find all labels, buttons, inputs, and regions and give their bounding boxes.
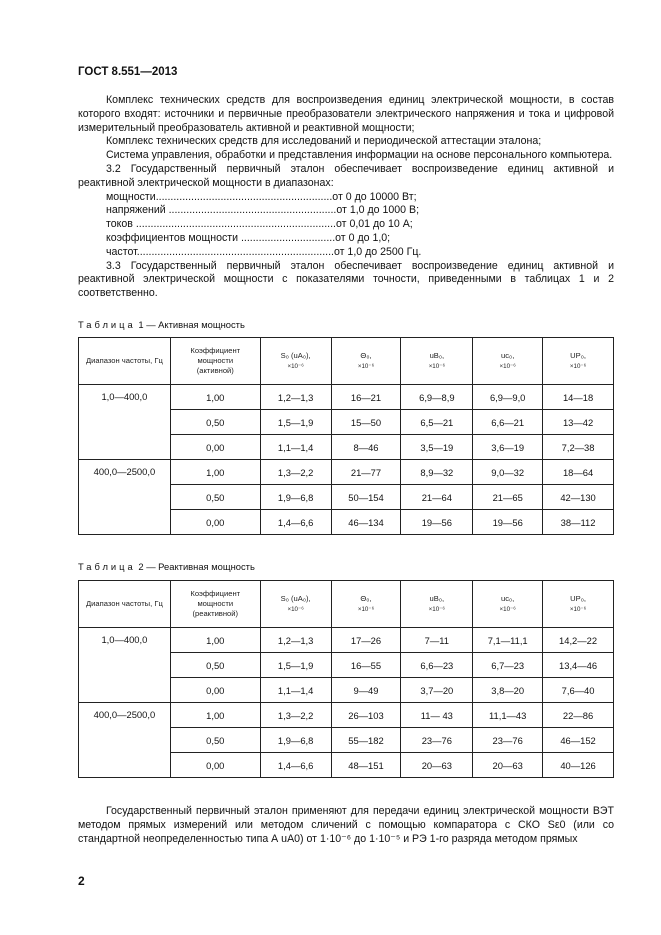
table2-header-power-factor: Коэффициент мощности (реактивной) — [170, 581, 260, 628]
table-cell: 17—26 — [331, 628, 401, 653]
table-cell: 13,4—46 — [543, 653, 614, 678]
table-cell: 6,6—23 — [401, 653, 473, 678]
table-cell: 50—154 — [331, 485, 401, 510]
paragraph-complex-research: Комплекс технических средств для исследований и периодической аттестации эталона; — [106, 135, 542, 148]
table-cell: 8,9—32 — [401, 460, 473, 485]
table-cell: 48—151 — [331, 753, 401, 778]
table2-header-ub0: uB₀, ×10⁻⁶ — [401, 581, 473, 628]
table2-header-up0: UP₀, ×10⁻⁶ — [543, 581, 614, 628]
table-cell: 15—50 — [331, 410, 401, 435]
range-frequency: частот...................................................................от 1,0 до 2500 Гц. — [106, 245, 422, 258]
table1-header-theta0: Θ₀, ×10⁻⁶ — [331, 338, 401, 385]
table-cell: 0,00 — [170, 510, 260, 535]
table-cell: 7—11 — [401, 628, 473, 653]
table-cell: 0,00 — [170, 753, 260, 778]
table-cell: 20—63 — [401, 753, 473, 778]
table2-caption-word: Таблица — [78, 561, 136, 572]
table-cell: 6,9—8,9 — [401, 385, 473, 410]
table-cell: 18—64 — [543, 460, 614, 485]
page-number: 2 — [78, 874, 85, 888]
table-cell: 3,8—20 — [473, 678, 543, 703]
table-cell: 21—64 — [401, 485, 473, 510]
table1-header-range: Диапазон частоты, Гц — [79, 338, 171, 385]
table1-range-cell: 400,0—2500,0 — [79, 460, 171, 535]
table-cell: 7,1—11,1 — [473, 628, 543, 653]
table2-range-cell: 400,0—2500,0 — [79, 703, 171, 778]
table-cell: 6,7—23 — [473, 653, 543, 678]
table-cell: 19—56 — [401, 510, 473, 535]
table1-caption-word: Таблица — [78, 319, 136, 330]
table-cell: 1,4—6,6 — [260, 753, 331, 778]
table-cell: 1,3—2,2 — [260, 460, 331, 485]
table-row — [79, 460, 614, 485]
table2-header-uc0: uc₀, ×10⁻⁶ — [473, 581, 543, 628]
table-cell: 46—152 — [543, 728, 614, 753]
table-cell: 1,00 — [170, 460, 260, 485]
table-row — [79, 385, 614, 410]
table2-reactive-power — [78, 580, 614, 778]
document-header: ГОСТ 8.551—2013 — [78, 66, 178, 78]
table2-caption — [78, 561, 255, 572]
table-cell: 6,5—21 — [401, 410, 473, 435]
table-cell: 19—56 — [473, 510, 543, 535]
table2-range-cell: 1,0—400,0 — [79, 628, 171, 703]
paragraph-transfer-units: Государственный первичный эталон применяют для передачи единиц электрической мощности ВЭТ методом прямых измерений или методом сличений с помощью компаратора с СКО Sε0 (или со стандартной неопределенностью типа А uA0) от 1·10⁻⁶ до 1·10⁻⁵ и РЭ 1-го разряда методом прямых — [78, 805, 614, 845]
table1-header-uc0: uc₀, ×10⁻⁶ — [473, 338, 543, 385]
paragraph-3-3: 3.3 Государственный первичный эталон обеспечивает воспроизведение единиц активной и реактивной электрической мощности с показателями точности, приведенными в таблицах 1 и 2 соответственно. — [78, 259, 614, 300]
table-cell: 1,2—1,3 — [260, 385, 331, 410]
table-cell: 0,50 — [170, 653, 260, 678]
range-power-factor: коэффициентов мощности ................................от 0 до 1,0; — [106, 231, 391, 244]
table-cell: 16—21 — [331, 385, 401, 410]
range-power: мощности............................................................от 0 до 10000 Вт; — [106, 190, 417, 203]
table-cell: 38—112 — [543, 510, 614, 535]
table-cell: 42—130 — [543, 485, 614, 510]
table1-header-row — [79, 338, 614, 385]
table-cell: 9,0—32 — [473, 460, 543, 485]
table-cell: 3,6—19 — [473, 435, 543, 460]
table-cell: 40—126 — [543, 753, 614, 778]
table2-header-range: Диапазон частоты, Гц — [79, 581, 171, 628]
table-cell: 22—86 — [543, 703, 614, 728]
table-cell: 1,5—1,9 — [260, 653, 331, 678]
table-cell: 23—76 — [401, 728, 473, 753]
table-cell: 21—77 — [331, 460, 401, 485]
table2-header-s0: S₀ (uA₀), ×10⁻⁶ — [260, 581, 331, 628]
table-cell: 55—182 — [331, 728, 401, 753]
table1-range-cell: 1,0—400,0 — [79, 385, 171, 460]
table-cell: 0,50 — [170, 728, 260, 753]
table-cell: 46—134 — [331, 510, 401, 535]
table1-caption-title: 1 — Активная мощность — [138, 319, 245, 330]
table1-active-power — [78, 337, 614, 535]
table-cell: 11— 43 — [401, 703, 473, 728]
table-cell: 8—46 — [331, 435, 401, 460]
range-current: токов ....................................................................от 0,01 до 10 А; — [106, 218, 413, 231]
table1-header-up0: UP₀, ×10⁻⁶ — [543, 338, 614, 385]
paragraph-3-2: 3.2 Государственный первичный эталон обеспечивает воспроизведение единиц активной и реактивной электрической мощности в диапазонах: — [78, 162, 614, 189]
table-cell: 26—103 — [331, 703, 401, 728]
table-cell: 1,1—1,4 — [260, 678, 331, 703]
table-cell: 6,6—21 — [473, 410, 543, 435]
table-cell: 23—76 — [473, 728, 543, 753]
table2-header-row — [79, 581, 614, 628]
table1-header-ub0: uB₀, ×10⁻⁶ — [401, 338, 473, 385]
table-cell: 11,1—43 — [473, 703, 543, 728]
intro-text — [78, 94, 614, 301]
table-cell: 1,9—6,8 — [260, 728, 331, 753]
table-cell: 3,7—20 — [401, 678, 473, 703]
table-cell: 21—65 — [473, 485, 543, 510]
table-row — [79, 628, 614, 653]
table-cell: 1,4—6,6 — [260, 510, 331, 535]
table-cell: 6,9—9,0 — [473, 385, 543, 410]
table2-header-theta0: Θ₀, ×10⁻⁶ — [331, 581, 401, 628]
table-cell: 1,00 — [170, 703, 260, 728]
paragraph-complex-reproduction: Комплекс технических средств для воспроизведения единиц электрической мощности, в состав которого входят: источники и первичные преобразователи электрического напряжения и тока и цифровой измерительный преобразователь активной и реактивной мощности; — [78, 94, 614, 134]
table1-header-s0: S₀ (uA₀), ×10⁻⁶ — [260, 338, 331, 385]
table1-caption — [78, 319, 245, 330]
bottom-text — [78, 805, 614, 846]
table-cell: 20—63 — [473, 753, 543, 778]
table-cell: 14—18 — [543, 385, 614, 410]
ranges-list — [78, 191, 614, 260]
table2-caption-title: 2 — Реактивная мощность — [138, 561, 255, 572]
table-cell: 1,5—1,9 — [260, 410, 331, 435]
table1-header-power-factor: Коэффициент мощности (активной) — [170, 338, 260, 385]
table-cell: 16—55 — [331, 653, 401, 678]
table-cell: 9—49 — [331, 678, 401, 703]
table-cell: 1,00 — [170, 628, 260, 653]
table-cell: 7,6—40 — [543, 678, 614, 703]
table-cell: 7,2—38 — [543, 435, 614, 460]
table-row — [79, 703, 614, 728]
table-cell: 1,3—2,2 — [260, 703, 331, 728]
table-cell: 0,50 — [170, 485, 260, 510]
table-cell: 3,5—19 — [401, 435, 473, 460]
table-cell: 0,00 — [170, 435, 260, 460]
table-cell: 1,00 — [170, 385, 260, 410]
table-cell: 14,2—22 — [543, 628, 614, 653]
table-cell: 1,1—1,4 — [260, 435, 331, 460]
table-cell: 1,9—6,8 — [260, 485, 331, 510]
table-cell: 1,2—1,3 — [260, 628, 331, 653]
range-voltage: напряжений .........................................................от 1,0 до 1000 В; — [106, 204, 420, 217]
table-cell: 0,50 — [170, 410, 260, 435]
paragraph-control-system: Система управления, обработки и представления информации на основе персонального компьютера. — [106, 149, 613, 162]
table-cell: 13—42 — [543, 410, 614, 435]
table-cell: 0,00 — [170, 678, 260, 703]
